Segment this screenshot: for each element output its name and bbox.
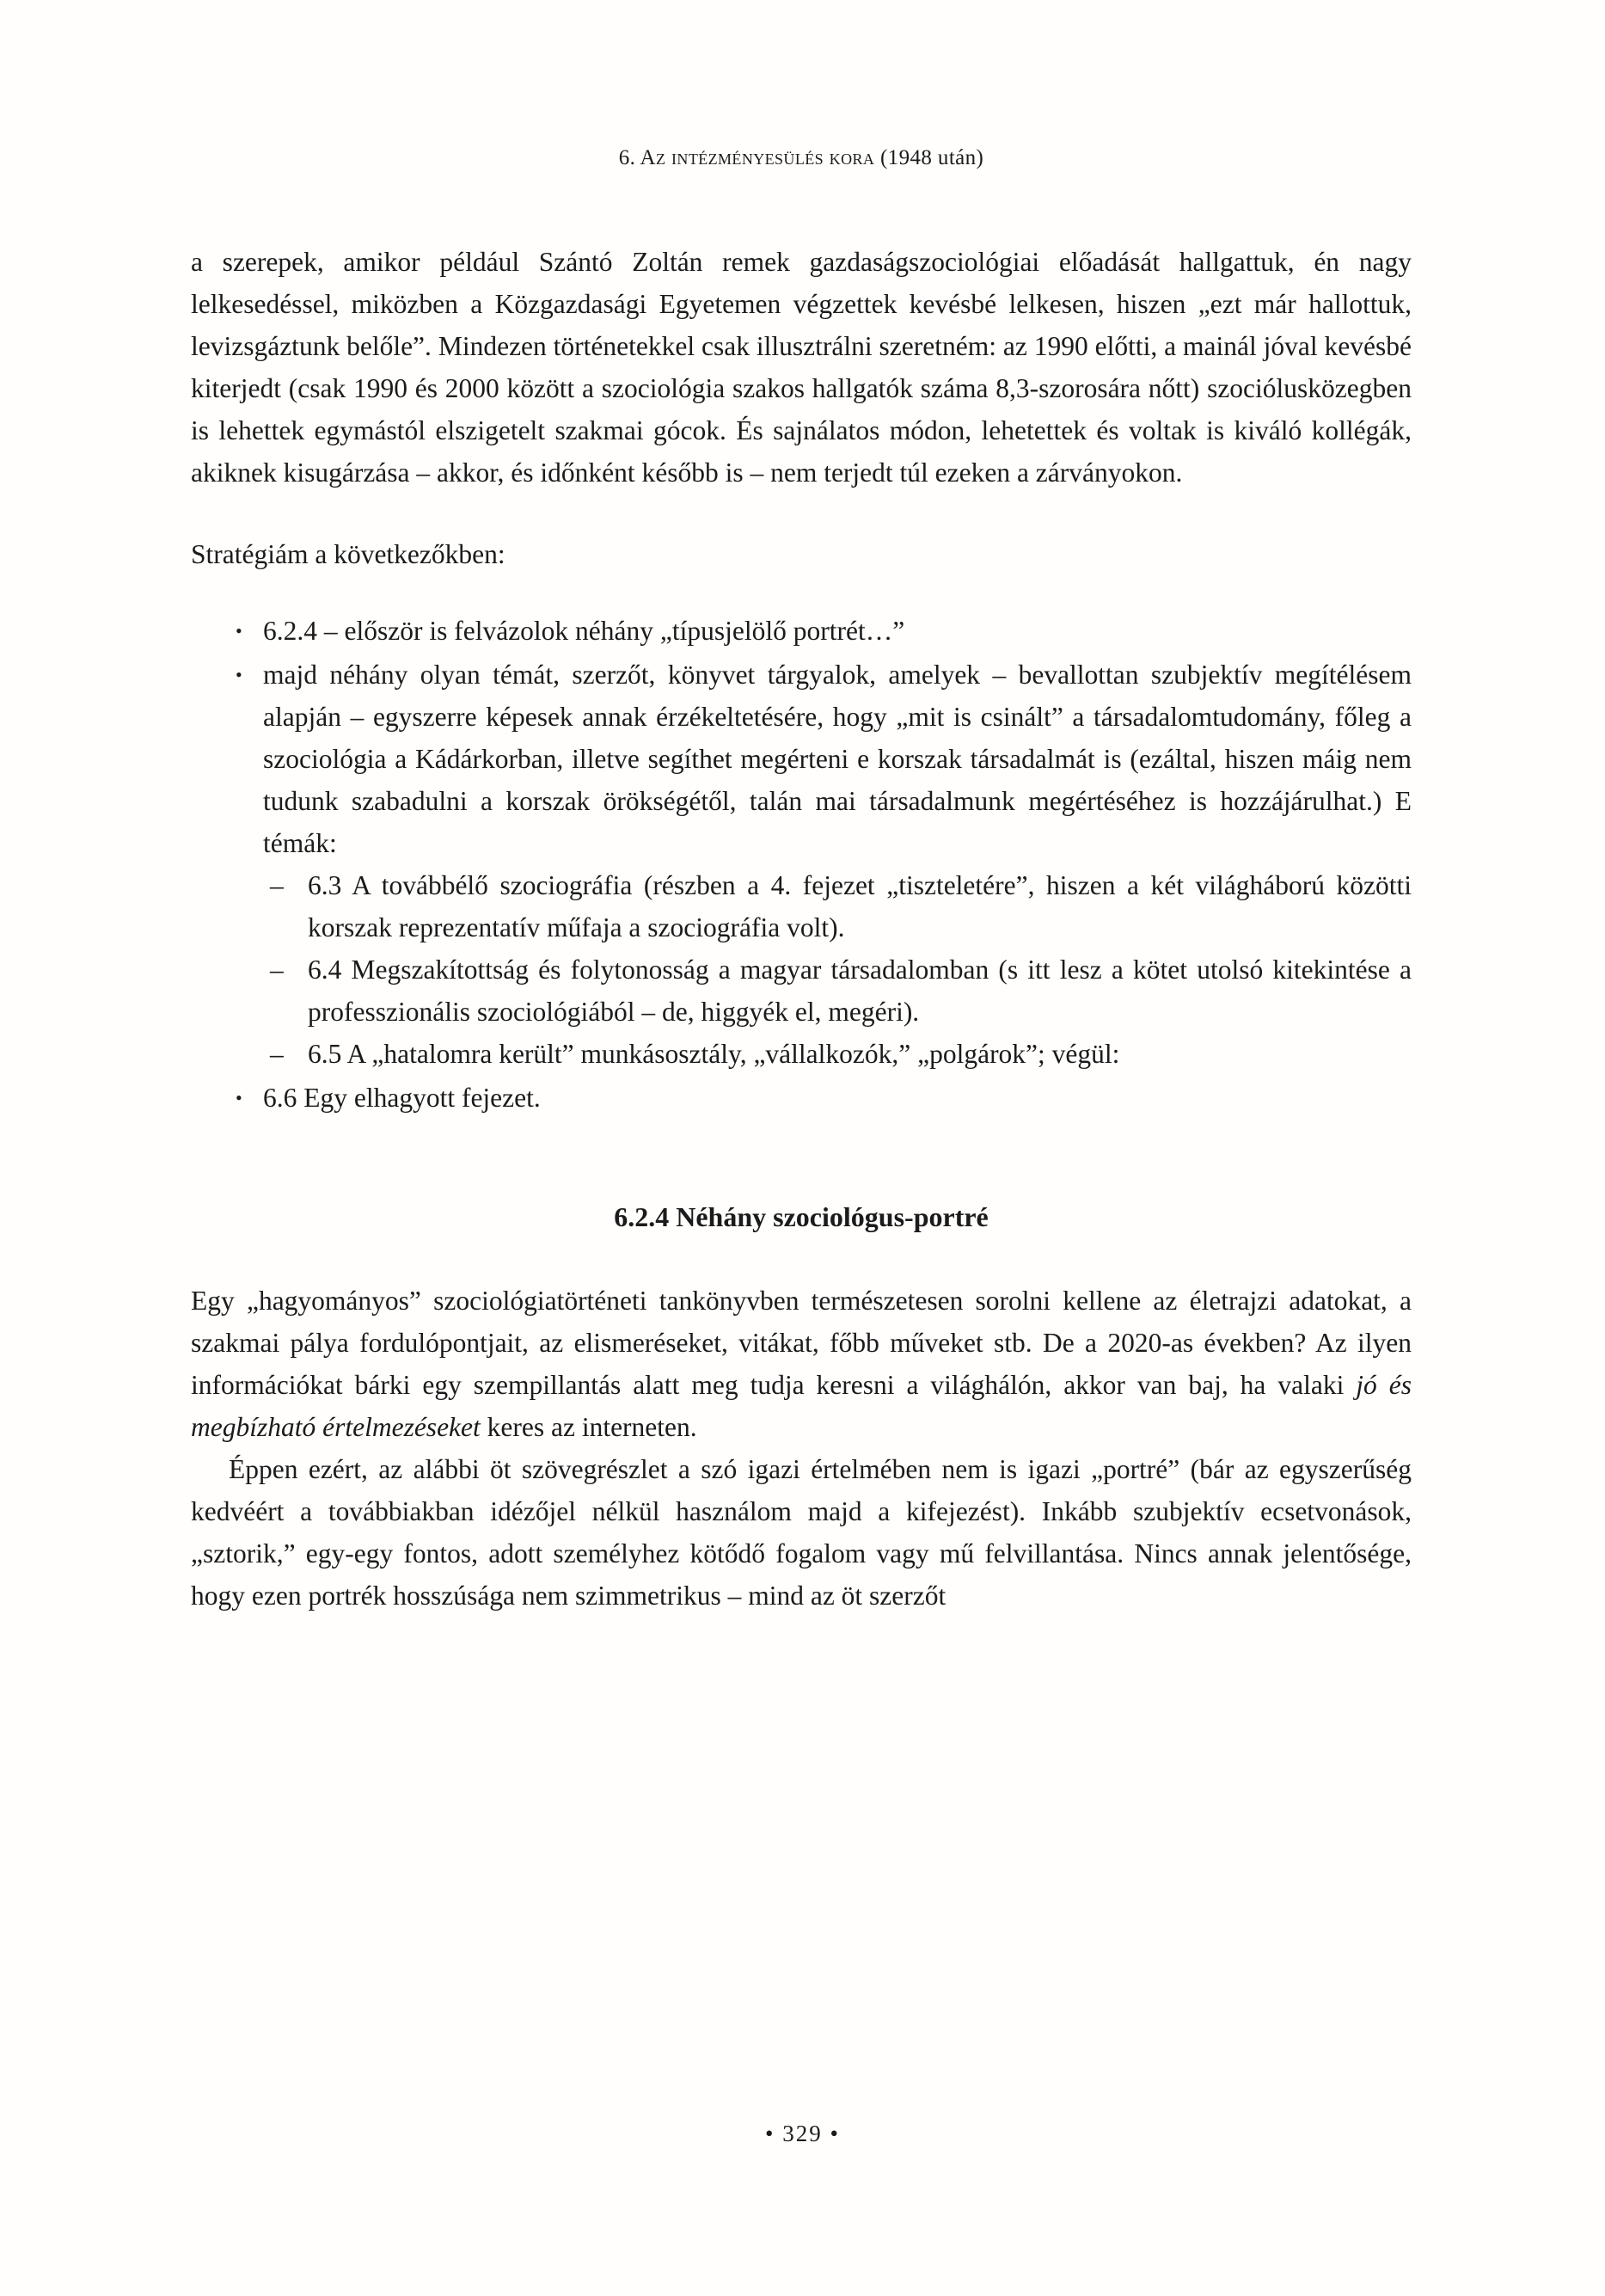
paragraph-3-tail: keres az interneten. bbox=[480, 1412, 697, 1442]
paragraph-3-lead: Egy „hagyományos” szociológiatörténeti tankönyvben természetesen sorolni kellene az életrajzi adatokat, a szakmai pálya fordulópontjait, az elismeréseket, vitákat, főbb műveket stb. De a 2020-as években? Az ilyen információkat bárki egy szempillantás alatt meg tudja keresni a világhálón, akkor van baj, ha valaki bbox=[191, 1286, 1412, 1400]
sublist-item bbox=[263, 1033, 1412, 1075]
section-heading: 6.2.4 Néhány szociológus-portré bbox=[614, 1201, 989, 1232]
running-head-text: 6. Az intézményesülés kora bbox=[618, 146, 880, 169]
bullet-icon: • bbox=[236, 1087, 242, 1108]
list-item-label: majd néhány olyan témát, szerzőt, könyvet tárgyalok, amelyek – bevallottan szubjektív megítélésem alapján – egyszerre képesek annak érzékeltetésére, hogy „mit is csinált” a társadalomtudomány, főleg a szociológia a Kádárkorban, illetve segíthet megérteni e korszak társadalmát is (ezáltal, hiszen máig nem tudunk szabadulni a korszak örökségétől, talán mai társadalmunk megértéséhez is hozzájárulhat.) E témák: bbox=[263, 660, 1412, 858]
sublist-item bbox=[263, 864, 1412, 948]
running-head-year: (1948 után) bbox=[879, 146, 984, 169]
sublist-item bbox=[263, 948, 1412, 1033]
bullet-icon: • bbox=[236, 620, 242, 642]
strategy-list bbox=[191, 610, 1412, 1119]
page-number: • 329 • bbox=[765, 2121, 840, 2146]
strategy-sublist bbox=[263, 864, 1412, 1075]
paragraph-3 bbox=[191, 1280, 1412, 1448]
list-item bbox=[191, 654, 1412, 1075]
paragraph-3-emphasis: jó és megbízható értelmezéseket bbox=[191, 1370, 1412, 1442]
dash-icon: – bbox=[270, 870, 284, 900]
list-item bbox=[191, 610, 1412, 652]
paragraph-1: a szerepek, amikor például Szántó Zoltán remek gazdaságszociológiai előadását hallgattuk, én nagy lelkesedéssel, miközben a Közgazdasági Egyetemen végzettek kevésbé lelkesen, hiszen „ezt már hallottuk, levizsgáztunk belőle”. Mindezen történetekkel csak illusztrálni szeretném: az 1990 előtti, a mainál jóval kevésbé kiterjedt (csak 1990 és 2000 között a szociológia szakos hallgatók száma 8,3-szorosára nőtt) szociólusközegben is lehettek egymástól elszigetelt szakmai gócok. És sajnálatos módon, lehetettek és voltak is kiváló kollégák, akiknek kisugárzása – akkor, és időnként később is – nem terjedt túl ezeken a zárványokon. bbox=[191, 247, 1412, 488]
dash-icon: – bbox=[270, 955, 284, 985]
paragraph-4: Éppen ezért, az alábbi öt szövegrészlet a szó igazi értelmében nem is igazi „portré” (bár az egyszerűség kedvéért a továbbiakban idézőjel nélkül használom majd a kifejezést). Inkább szubjektív ecsetvonások, „sztorik,” egy-egy fontos, adott személyhez kötődő fogalom vagy mű felvillantása. Nincs annak jelentősége, hogy ezen portrék hosszúsága nem szimmetrikus – mind az öt szerzőt bbox=[191, 1454, 1412, 1611]
bullet-icon: • bbox=[236, 664, 242, 685]
page-content bbox=[191, 146, 1412, 1617]
sublist-item-label: 6.5 A „hatalomra került” munkásosztály, „vállalkozók,” „polgárok”; végül: bbox=[308, 1039, 1120, 1069]
paragraph-2: Stratégiám a következőkben: bbox=[191, 539, 505, 569]
list-item-label: 6.2.4 – először is felvázolok néhány „típusjelölő portrét…” bbox=[263, 616, 905, 646]
list-item bbox=[191, 1077, 1412, 1119]
list-item-label: 6.6 Egy elhagyott fejezet. bbox=[263, 1083, 541, 1113]
dash-icon: – bbox=[270, 1039, 284, 1069]
sublist-item-label: 6.4 Megszakítottság és folytonosság a magyar társadalomban (s itt lesz a kötet utolsó kitekintése a professzionális szociológiából – de, higgyék el, megéri). bbox=[308, 955, 1412, 1027]
sublist-item-label: 6.3 A továbbélő szociográfia (részben a 4. fejezet „tiszteletére”, hiszen a két világháború közötti korszak reprezentatív műfaja a szociográfia volt). bbox=[308, 870, 1412, 942]
running-head bbox=[191, 146, 1412, 170]
